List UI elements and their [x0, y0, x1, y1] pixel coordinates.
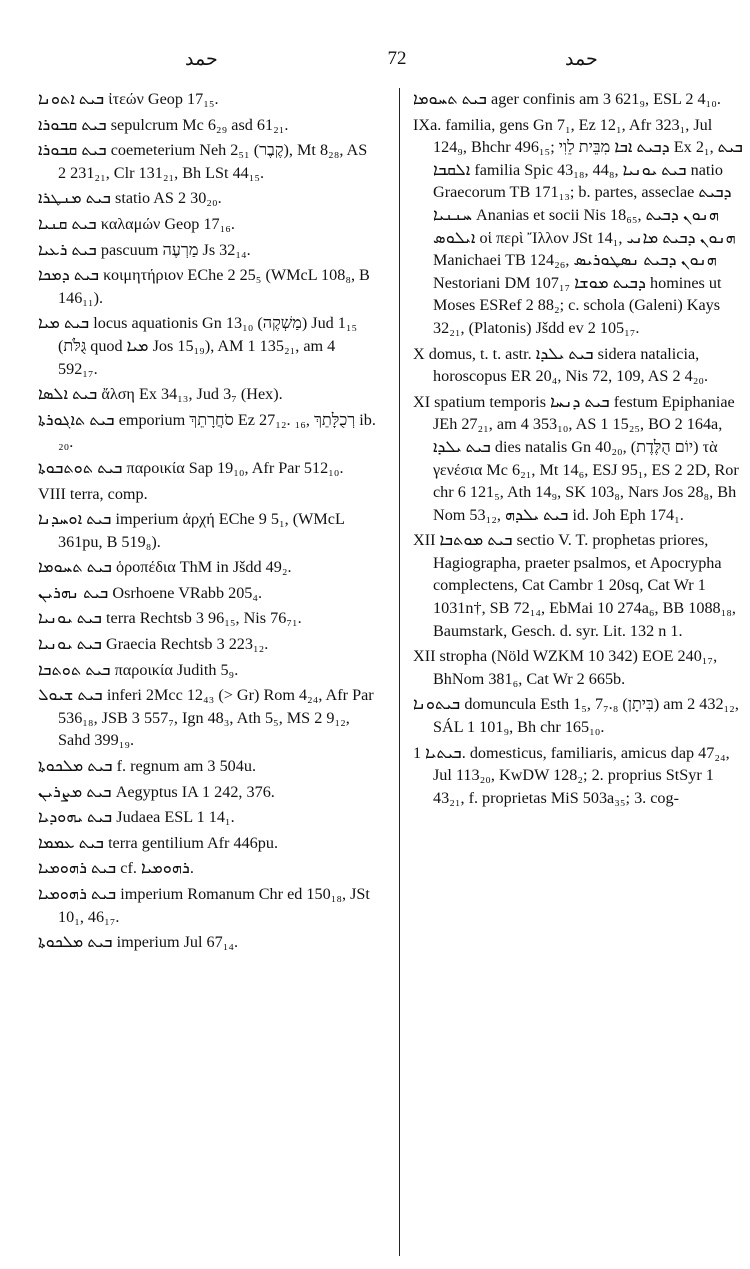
entry: ܒܝܬ ܬܚܘܡܐ ager confinis am 3 621₉, ESL 2 4₁₀.: [413, 90, 721, 108]
entry: ܒܝܬ ܬܘܬܒܘܬܐ παροικία Sap 19₁₀, Afr Par 512₁₀.: [38, 458, 344, 477]
entry: XII ܒܝܬ ܡܘܬܒܐ sectio V. T. prophetas priores, Hagiographa, praeter psalmos, et Apocrypha complectens, Cat Cambr 1 20sq, Cat Wr 1 1031n†, SB 72₁₄, EbMai 10 274a₆, BB 1088₁₈, Baumstark, Gesch. d. syr. Lit. 132 n 1.: [413, 531, 736, 640]
entry: ܒܝܬ ܕܡܟܐ κοιμητήριον EChe 2 25₅ (WMcL 108₈, B 146₁₁).: [38, 266, 370, 307]
entry: ܒܝܬ ܡܢܛܪܐ statio AS 2 30₂₀.: [38, 189, 222, 208]
entry: ܒܝܬ ܪܗܘܡܝܐ cf. ܪܗܘܡܝܐ.: [38, 859, 194, 878]
entry: X domus, t. t. astr. ܒܝܬ ܝܠܕܐ sidera natalicia, horoscopus ER 20₄, Nis 72, 109, AS 2 4₂₀.: [413, 344, 709, 386]
entry: ܒܝܬ ܝܘܢܝܐ Graecia Rechtsb 3 223₁₂.: [38, 635, 269, 654]
entry: VIII terra, comp.: [38, 484, 148, 503]
entry: ܒܝܬ ܡܝܐ locus aquationis Gn 13₁₀ (מַשְׁקֶה) Jud 1₁₅ (גֻּלֹּת quod ܡܝܐ Jos 15₁₉), AM 1 135₂₁, am 4 592₁₇.: [38, 314, 358, 378]
entry: ܒܝܬ ܪܗܘܡܝܐ imperium Romanum Chr ed 150₁₈, JSt 10₁, 46₁₇.: [38, 885, 370, 926]
entry: ܒܝܬ ܐܬܘܢܐ ἰτεών Geop 17₁₅.: [38, 90, 219, 108]
entry: ܒܝܬ ܥܡܡܐ terra gentilium Afr 446pu.: [38, 833, 278, 852]
entry: ܒܝܬ ܐܘܚܕܢܐ imperium ἀρχή EChe 9 5₁, (WMcL 361pu, B 519₈).: [38, 510, 345, 551]
entry: ܒܝܬ ܡܨܪܝܢ Aegyptus IA 1 242, 376.: [38, 782, 275, 801]
entry: ܒܝܬ ܡܠܟܘܬܐ imperium Jul 67₁₄.: [38, 933, 239, 952]
entry: IXa. familia, gens Gn 7₁, Ez 12₁, Afr 323₁, Jul 124₉, Bhchr 496₁₅; ܕܒܝܬ ܐܒܐ מִבֵּית לֵוִי Ex 2₁, ܒܝܬ ܐܠܩܒܐ familia Spic 43₁₈, 44₈, ܒܝܬ ܝܘܢܝܐ natio Graecorum TB 171₁₃; b. partes, asseclae ܕܒܝܬ ܚܢܢܝܐ Ananias et socii Nis 18₆₅, ܗܢܘܢ ܕܒܝܬ ܐܝܠܘܣ οἱ περὶ Ἴλλον JSt 14₁, ܗܢܘܢ ܕܒܝܬ ܡܐܢܝ Manichaei TB 124₂₆, ܗܢܘܢ ܕܒܝܬ ܢܣܛܘܪܝܣ Nestoriani DM 107₁₇ ܕܒܝܬ ܡܘܫܐ homines ut Moses ESRef 2 88₂; c. schola (Galeni) Kays 32₂₁, (Platonis) Jšdd ev 2 105₁₇.: [413, 115, 743, 337]
entry: XI spatium temporis ܒܝܬ ܕܢܚܐ festum Epiphaniae JEh 27₂₁, am 4 353₁₀, AS 1 15₂₅, BO 2 164a, ܒܝܬ ܝܠܕܐ dies natalis Gn 40₂₀, (יוֹם הֻלֶּדֶת) τὰ γενέσια Mc 6₂₁, Mt 14₆, ESJ 95₁, ES 2 2D, Ror chr 6 121₅, Ath 14₉, SK 103₈, Nars Jos 28₈, Bh Nom 53₁₂, ܒܝܬ ܝܠܕܗ id. Joh Eph 174₁.: [413, 392, 739, 524]
entry: ܒܝܬ ܬܐܓܘܪܬܐ emporium סֹחֲרָתֵךְ Ez 27₁₂. ₁₆, רְכֻלָּתֵךְ ib. ₂₀.: [38, 410, 376, 452]
entry: ܒܝܬ ܪܥܝܐ pascuum מַרְעֶה Js 32₁₄.: [38, 240, 251, 259]
entry: ܒܝܬ ܡܠܟܘܬܐ f. regnum am 3 504u.: [38, 757, 256, 776]
entry: ܒܝܬ ܢܗܪܝܢ Osrhoene VRabb 205₄.: [38, 583, 263, 602]
left-column: [38, 88, 376, 957]
page-number: 72: [387, 48, 407, 69]
running-head-right: حمد: [565, 49, 598, 70]
columns: [38, 88, 743, 1258]
entry: ܒܝܬ ܩܢܝܐ καλαμών Geop 17₁₆.: [38, 214, 235, 233]
entry: ܒܝܬ ܩܒܘܪܐ sepulcrum Mc 6₂₉ asd 61₂₁.: [38, 115, 289, 134]
entry: ܒܝܬ ܝܗܘܕܝܐ Judaea ESL 1 14₁.: [38, 808, 235, 827]
entry: ܒܝܬ ܫܝܘܠ inferi 2Mcc 12₄₃ (> Gr) Rom 4₂₄, Afr Par 536₁₈, JSB 3 557₇, Ign 48₃, Ath 5₅, MS 2 9₁₂, Sahd 399₁₉.: [38, 686, 374, 750]
entry: XII stropha (Nöld WZKM 10 342) EOE 240₁₇, BhNom 381₆, Cat Wr 2 665b.: [413, 647, 718, 688]
right-column: [413, 88, 743, 812]
entry: ܒܝܬ ܬܘܬܒܐ παροικία Judith 5₉.: [38, 660, 239, 679]
running-head-left: حمد: [185, 49, 218, 70]
entry: ܒܝܬܘܢܐ domuncula Esth 1₅, 7₇.₈ (בִּיתָן) am 2 432₁₂, SÁL 1 101₉, Bh chr 165₁₀.: [413, 695, 739, 737]
entry: ܒܝܬ ܝܘܢܝܐ terra Rechtsb 3 96₁₅, Nis 76₇₁.: [38, 609, 302, 628]
entry: ܒܝܬܝܐ 1. domesticus, familiaris, amicus dap 47₂₄, Jul 113₂₀, KwDW 128₂; 2. proprius StSyr 1 43₂₁, f. proprietas MiS 503a₃₅; 3. cog-: [413, 743, 730, 807]
entry: ܒܝܬ ܬܚܘܡܐ ὁροπέδια ThM in Jšdd 49₂.: [38, 558, 292, 577]
entry: ܒܝܬ ܐܠܣܐ ἄλση Ex 34₁₃, Jud 3₇ (Hex).: [38, 385, 283, 404]
entry: ܒܝܬ ܩܒܘܪܐ coemeterium Neh 2₅₁ (קֶבֶר), Mt 8₂₈, AS 2 231₂₁, Clr 131₂₁, Bh LSt 44₁₅.: [38, 141, 368, 182]
page-header: [40, 48, 730, 72]
